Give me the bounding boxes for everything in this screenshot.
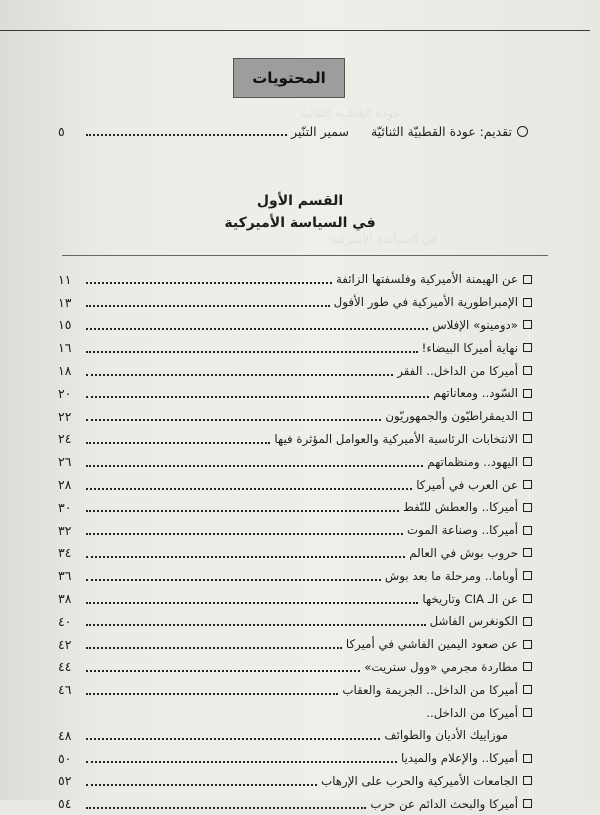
bleed-through-text: عودة القطبية الثنائية bbox=[300, 106, 401, 120]
toc-entry[interactable] bbox=[58, 656, 532, 679]
page-number: ٣٢ bbox=[58, 522, 72, 538]
toc-entry[interactable] bbox=[58, 314, 532, 337]
dot-leader bbox=[86, 480, 412, 490]
bullet-square-icon bbox=[523, 548, 532, 557]
dot-leader bbox=[86, 594, 418, 604]
toc-entry-title: أميركا من الداخل.. الفقر bbox=[397, 363, 518, 378]
page-number: ٤٢ bbox=[58, 636, 72, 652]
toc-entry-title: أميركا من الداخل.. bbox=[426, 705, 518, 720]
bullet-square-icon bbox=[523, 617, 532, 626]
dot-leader bbox=[86, 343, 418, 353]
intro-title: تقديم: عودة القطبيّة الثنائيّة bbox=[370, 123, 512, 139]
dot-leader bbox=[86, 457, 423, 467]
bullet-square-icon bbox=[523, 776, 532, 785]
toc-entry-title: موزاييك الأديان والطوائف bbox=[384, 728, 508, 743]
page-number: ٣٤ bbox=[58, 545, 72, 561]
bullet-square-icon bbox=[523, 662, 532, 671]
page-number: ٥٠ bbox=[58, 750, 72, 766]
bullet-square-icon bbox=[523, 754, 532, 763]
page-number: ١١ bbox=[58, 271, 72, 287]
toc-entry[interactable] bbox=[58, 724, 532, 747]
dot-leader bbox=[86, 799, 366, 809]
toc-entry-title: الانتخابات الرئاسية الأميركية والعوامل المؤثرة فيها bbox=[274, 431, 518, 446]
dot-leader bbox=[86, 411, 381, 421]
bullet-square-icon bbox=[523, 320, 532, 329]
toc-entry-title: أميركا.. وصناعة الموت bbox=[407, 523, 518, 538]
page-number: ٤٤ bbox=[58, 659, 72, 675]
toc-entry[interactable] bbox=[58, 678, 532, 701]
toc-entry[interactable] bbox=[58, 382, 532, 405]
top-rule bbox=[0, 30, 590, 31]
toc-entry[interactable] bbox=[58, 747, 532, 770]
bullet-square-icon bbox=[523, 640, 532, 649]
toc-entry[interactable] bbox=[58, 496, 532, 519]
dot-leader bbox=[86, 297, 330, 307]
bullet-square-icon bbox=[523, 571, 532, 580]
bullet-square-icon bbox=[523, 685, 532, 694]
dot-leader bbox=[86, 616, 426, 626]
toc-entry[interactable] bbox=[58, 792, 532, 815]
toc-entry[interactable] bbox=[58, 587, 532, 610]
toc-entry-title: الجامعات الأميركية والحرب على الإرهاب bbox=[321, 773, 518, 788]
page-number: ٣٨ bbox=[58, 591, 72, 607]
toc-entry-title: اليهود.. ومنظماتهم bbox=[427, 454, 518, 469]
section-divider bbox=[62, 255, 548, 256]
toc-entry-title: أوباما.. ومرحلة ما بعد بوش bbox=[384, 568, 518, 583]
page-number: ٥٢ bbox=[58, 773, 72, 789]
page-title: المحتويات bbox=[233, 58, 345, 98]
page-number: ٣٠ bbox=[58, 499, 72, 515]
dot-leader bbox=[86, 320, 428, 330]
page-number: ٥ bbox=[58, 123, 65, 139]
bleed-through-text: في السياسة الأميركية bbox=[330, 232, 438, 246]
dot-leader bbox=[86, 274, 332, 284]
dot-leader bbox=[86, 126, 287, 136]
dot-leader bbox=[86, 639, 342, 649]
toc-entry-title: مطاردة مجرمي «وول ستريت» bbox=[364, 659, 518, 674]
toc-entry[interactable] bbox=[58, 633, 532, 656]
dot-leader bbox=[86, 388, 429, 398]
page-number: ٢٢ bbox=[58, 408, 72, 424]
bullet-square-icon bbox=[523, 799, 532, 808]
toc-entry[interactable] bbox=[58, 450, 532, 473]
bullet-square-icon bbox=[523, 503, 532, 512]
toc-entry[interactable] bbox=[58, 405, 532, 428]
toc-entry[interactable] bbox=[58, 428, 532, 451]
bullet-square-icon bbox=[523, 434, 532, 443]
section-heading bbox=[150, 190, 450, 234]
page-number: ١٣ bbox=[58, 294, 72, 310]
page-number: ١٦ bbox=[58, 340, 72, 356]
toc-entry-title: «دومينو» الإفلاس bbox=[432, 317, 518, 332]
toc-entry[interactable] bbox=[58, 291, 532, 314]
dot-leader bbox=[86, 525, 403, 535]
page-number: ٣٦ bbox=[58, 568, 72, 584]
toc-entry-title: أميركا.. والإعلام والميديا bbox=[401, 751, 518, 766]
toc-entry[interactable] bbox=[58, 473, 532, 496]
toc-entry-title: نهاية أميركا البيضاء! bbox=[421, 340, 518, 355]
bullet-square-icon bbox=[523, 298, 532, 307]
toc-entry[interactable] bbox=[58, 359, 532, 382]
intro-entry[interactable] bbox=[58, 122, 528, 140]
toc-entry-title: الإمبراطورية الأميركية في طور الأفول bbox=[333, 295, 518, 310]
dot-leader bbox=[86, 548, 405, 558]
toc-entry[interactable] bbox=[58, 770, 532, 793]
toc-entry-title: الكونغرس الفاشل bbox=[429, 614, 518, 629]
page-number: ٢٤ bbox=[58, 431, 72, 447]
bullet-square-icon bbox=[523, 275, 532, 284]
page-number: ٢٠ bbox=[58, 385, 72, 401]
bullet-square-icon bbox=[523, 480, 532, 489]
page-number: ١٨ bbox=[58, 363, 72, 379]
toc-entry-title: أميركا والبحث الدائم عن حرب bbox=[370, 796, 518, 811]
dot-leader bbox=[86, 366, 393, 376]
bullet-square-icon bbox=[523, 412, 532, 421]
dot-leader bbox=[86, 685, 338, 695]
bullet-square-icon bbox=[523, 343, 532, 352]
bullet-square-icon bbox=[523, 366, 532, 375]
page-number: ٤٨ bbox=[58, 727, 72, 743]
bullet-square-icon bbox=[523, 594, 532, 603]
bullet-square-icon bbox=[523, 708, 532, 717]
toc-entry[interactable] bbox=[58, 519, 532, 542]
dot-leader bbox=[86, 730, 380, 740]
page-number: ٢٨ bbox=[58, 477, 72, 493]
page-number: ٤٦ bbox=[58, 682, 72, 698]
dot-leader bbox=[86, 571, 381, 581]
toc-entry-title: عن صعود اليمين الفاشي في أميركا bbox=[345, 637, 518, 652]
toc-entry-title: أميركا.. والعطش للنّفط bbox=[402, 500, 518, 515]
toc-entry[interactable] bbox=[58, 701, 532, 724]
bullet-square-icon bbox=[523, 389, 532, 398]
page-number: ١٥ bbox=[58, 317, 72, 333]
toc-entry-title: الديمقراطيّون والجمهوريّون bbox=[385, 409, 518, 424]
dot-leader bbox=[86, 434, 270, 444]
toc-entry-title: أميركا من الداخل.. الجريمة والعقاب bbox=[342, 682, 518, 697]
toc-entry-title: السّود.. ومعاناتهم bbox=[433, 386, 518, 401]
section-title: القسم الأول bbox=[256, 193, 344, 209]
toc-entry-title: عن العرب في أميركا bbox=[416, 477, 518, 492]
bullet-square-icon bbox=[523, 526, 532, 535]
toc-list bbox=[58, 268, 532, 815]
toc-entry-title: حروب بوش في العالم bbox=[409, 545, 518, 560]
dot-leader bbox=[86, 662, 360, 672]
dot-leader bbox=[86, 753, 397, 763]
dot-leader bbox=[86, 776, 317, 786]
toc-entry[interactable] bbox=[58, 336, 532, 359]
toc-entry[interactable] bbox=[58, 268, 532, 291]
section-subtitle: في السياسة الأميركية bbox=[224, 215, 376, 231]
page-number: ٢٦ bbox=[58, 454, 72, 470]
bullet-square-icon bbox=[523, 457, 532, 466]
intro-author: سمير التنّير bbox=[291, 123, 349, 139]
toc-entry-title: عن الـ CIA وتاريخها bbox=[422, 591, 518, 606]
page-number: ٥٤ bbox=[58, 796, 72, 812]
toc-entry[interactable] bbox=[58, 564, 532, 587]
dot-leader bbox=[86, 502, 399, 512]
toc-entry[interactable] bbox=[58, 610, 532, 633]
bullet-circle-icon bbox=[517, 126, 528, 137]
page-number: ٤٠ bbox=[58, 613, 72, 629]
toc-entry[interactable] bbox=[58, 542, 532, 565]
toc-entry-title: عن الهيمنة الأميركية وفلسفتها الزائفة bbox=[335, 272, 518, 287]
